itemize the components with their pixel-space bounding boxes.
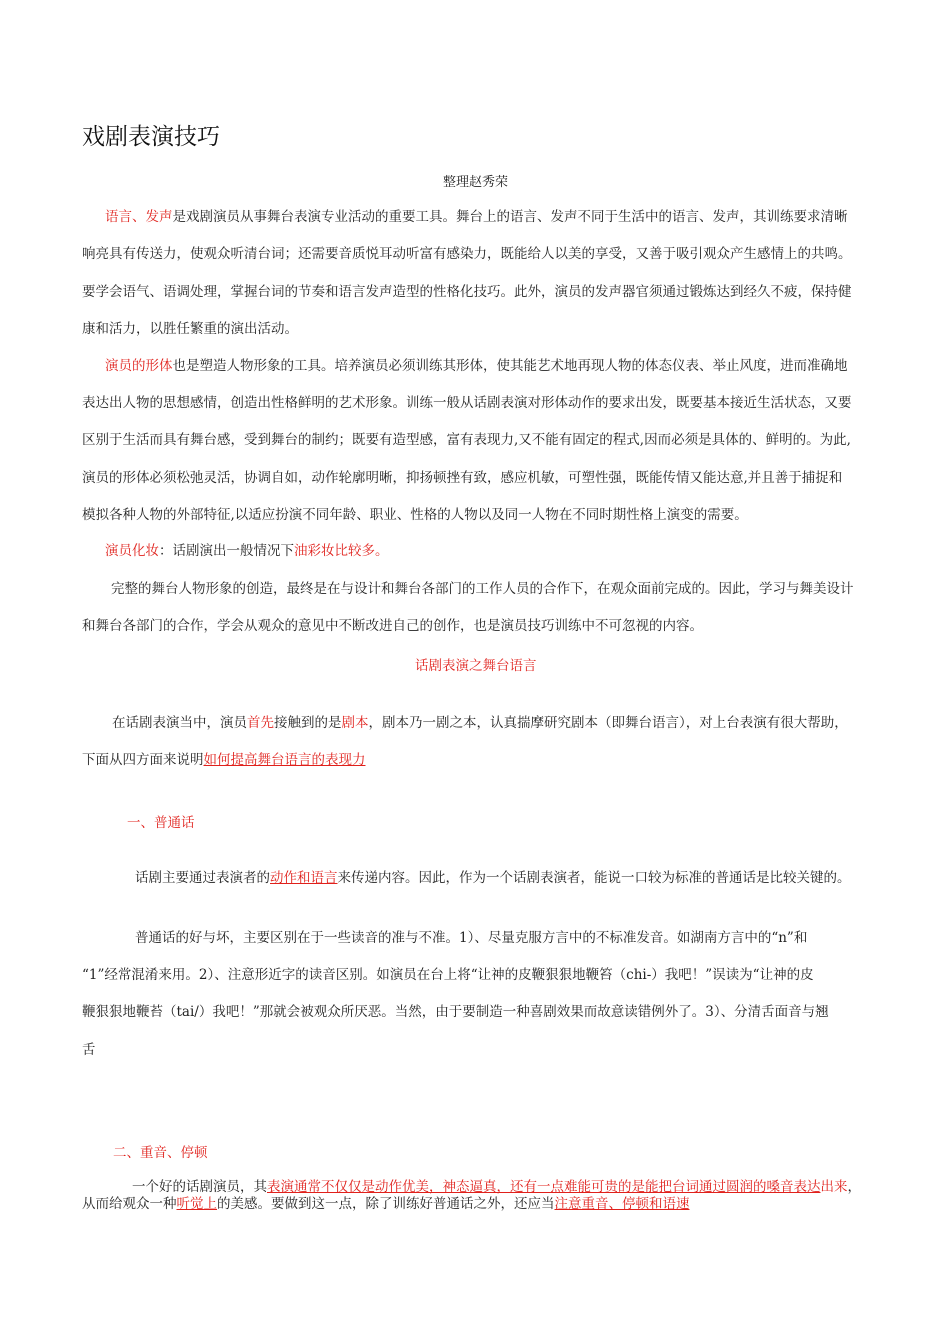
underlined-term: 动作和语言 — [270, 870, 338, 886]
paragraph-line: 和舞台各部门的合作，学会从观众的意见中不断改进自己的创作，也是演员技巧训练中不可忽视的内容。 — [82, 618, 703, 634]
paragraph-mandarin: 话剧主要通过表演者的动作和语言来传递内容。因此，作为一个话剧表演者，能说一口较为标准的普通话是比较关键的。 — [135, 870, 851, 886]
paragraph-line: 模拟各种人物的外部特征,以适应扮演不同年龄、职业、性格的人物以及同一人物在不同时期性格上演变的需要。 — [82, 507, 748, 523]
highlight-term: 演员化妆 — [105, 543, 159, 559]
paragraph-line: 语言、发声是戏剧演员从事舞台表演专业活动的重要工具。舞台上的语言、发声不同于生活中的语言、发声，其训练要求清晰 — [105, 209, 848, 225]
paragraph-line: 在话剧表演当中，演员首先接触到的是剧本，剧本乃一剧之本，认真揣摩研究剧本（即舞台语言），对上台表演有很大帮助， — [112, 715, 848, 731]
underlined-term: 注意重音、停顿和语速 — [554, 1196, 690, 1212]
paragraph-line: 下面从四方面来说明如何提高舞台语言的表现力 — [82, 752, 366, 768]
paragraph-line: 鞭狠狠地鞭苔（tai/）我吧！”那就会被观众所厌恶。当然，由于要制造一种喜剧效果而故意读错例外了。3）、分清舌面音与翘 — [82, 1004, 829, 1020]
paragraph-line: 一个好的话剧演员，其表演通常不仅仅是动作优美，神态逼真，还有一点难能可贵的是能把台词通过圆润的嗓音表达出来， — [132, 1179, 861, 1195]
paragraph-line: 舌 — [82, 1042, 96, 1058]
highlight-term: 演员的形体 — [105, 358, 173, 374]
highlight-term: 语言、发声 — [105, 209, 173, 225]
heading-stress-pause: 二、重音、停顿 — [113, 1145, 208, 1161]
highlight-term: 出来 — [820, 1179, 848, 1195]
section-title: 话剧表演之舞台语言 — [415, 658, 537, 674]
paragraph-line: “1”经常混淆来用。2）、注意形近字的读音区别。如演员在台上将“让神的皮鞭狠狠地鞭笞（chi-）我吧！”误读为“让神的皮 — [82, 967, 814, 983]
paragraph-line: 从而给观众一种听觉上的美感。要做到这一点，除了训练好普通话之外，还应当注意重音、停顿和语速 — [82, 1196, 690, 1212]
author-line: 整理赵秀荣 — [443, 175, 509, 190]
paragraph-line: 普通话的好与坏，主要区别在于一些读音的准与不准。1）、尽量克服方言中的不标准发音。如湖南方言中的“n”和 — [135, 930, 808, 946]
document-title: 戏剧表演技巧 — [82, 124, 220, 150]
paragraph-line: 表达出人物的思想感情，创造出性格鲜明的艺术形象。训练一般从话剧表演对形体动作的要求出发，既要基本接近生活状态，又要 — [82, 395, 852, 411]
underlined-term: 听觉上 — [176, 1196, 217, 1212]
paragraph-line: 康和活力，以胜任繁重的演出活动。 — [82, 321, 298, 337]
paragraph-line: 区别于生活而具有舞台感，受到舞台的制约；既要有造型感，富有表现力,又不能有固定的程式,因而必须是具体的、鲜明的。为此, — [82, 432, 851, 448]
paragraph-line: 演员的形体也是塑造人物形象的工具。培养演员必须训练其形体，使其能艺术地再现人物的体态仪表、举止风度，进而准确地 — [105, 358, 848, 374]
highlight-term: 首先 — [247, 715, 274, 731]
underlined-term: 表演通常不仅仅是动作优美，神态逼真，还有一点难能可贵的是能把台词通过圆润的嗓音表达 — [267, 1179, 821, 1195]
paragraph-line: 要学会语气、语调处理，掌握台词的节奏和语言发声造型的性格化技巧。此外，演员的发声器官须通过锻炼达到经久不疲，保持健 — [82, 284, 852, 300]
paragraph-line: 响亮具有传送力，使观众听清台词；还需要音质悦耳动听富有感染力，既能给人以美的享受，又善于吸引观众产生感情上的共鸣。 — [82, 246, 852, 262]
highlight-term: 油彩妆比较多。 — [294, 543, 389, 559]
heading-mandarin: 一、普通话 — [127, 815, 195, 831]
underlined-term: 如何提高舞台语言的表现力 — [203, 752, 366, 768]
paragraph-line: 完整的舞台人物形象的创造，最终是在与设计和舞台各部门的工作人员的合作下，在观众面前完成的。因此，学习与舞美设计 — [111, 581, 854, 597]
highlight-term: 剧本 — [341, 715, 369, 731]
paragraph-makeup: 演员化妆：话剧演出一般情况下油彩妆比较多。 — [105, 543, 389, 559]
paragraph-line: 演员的形体必须松弛灵活，协调自如，动作轮廓明晰，抑扬顿挫有致，感应机敏，可塑性强，既能传情又能达意,并且善于捕捉和 — [82, 470, 843, 486]
